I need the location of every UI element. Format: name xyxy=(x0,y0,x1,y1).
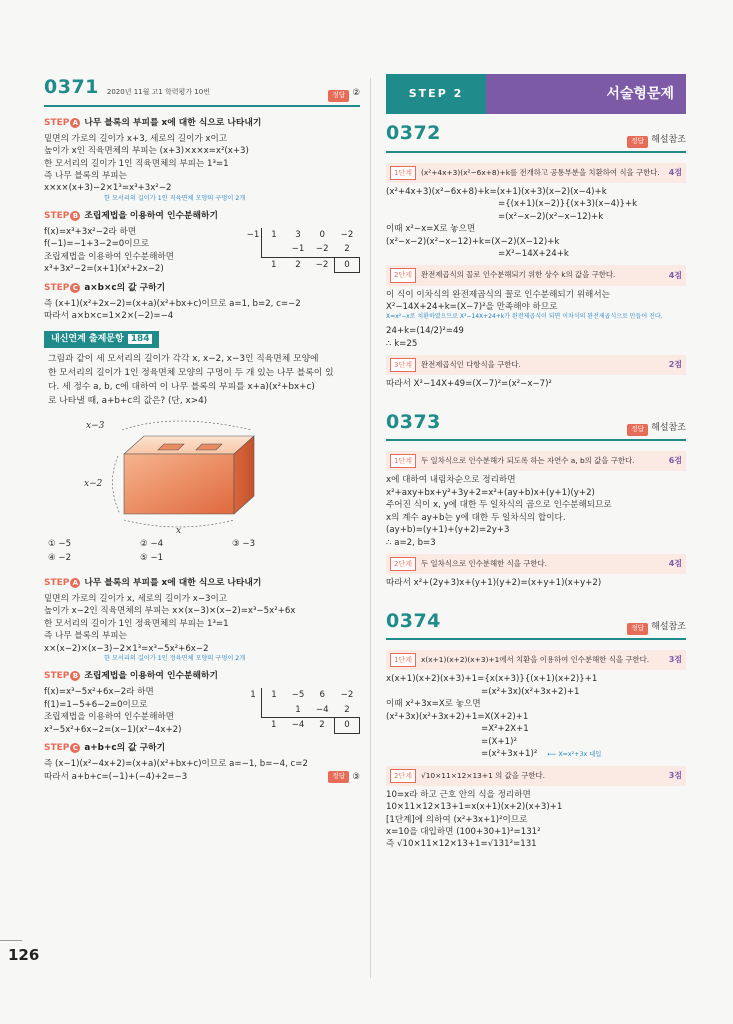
synthetic-division-table xyxy=(245,688,360,733)
block-illustration xyxy=(84,414,304,534)
step-letter: A xyxy=(70,118,80,128)
stage-3 xyxy=(386,355,686,375)
question-line: 한 모서리의 길이가 1인 정육면체 모양의 구멍이 두 개 있는 나무 블록이 있 xyxy=(48,367,334,378)
column-divider xyxy=(370,78,371,978)
text-line: 이때 x²−x=X로 놓으면 xyxy=(386,224,476,235)
text-line: =(X+1)² xyxy=(481,736,517,747)
problem-header-0372 xyxy=(386,120,686,153)
text-line: (x²+3x)(x²+3x+2)+1=X(X+2)+1 xyxy=(386,711,529,722)
syn-remainder: 0 xyxy=(335,718,360,733)
syn-cell: −4 xyxy=(310,703,335,718)
related-problem-label xyxy=(44,331,159,348)
text-line: =X²−14X+24+k xyxy=(498,248,569,259)
syn-cell: 6 xyxy=(319,690,325,701)
text-line: f(x)=x³+3x²−2라 하면 xyxy=(44,226,137,237)
wood-block-figure xyxy=(84,414,304,534)
text-line: 즉 (x−1)(x²−4x+2)=(x+a)(x²+bx+c)이므로 a=−1, b=−4, c=2 xyxy=(44,759,308,770)
stage-points: 3점 xyxy=(668,655,682,665)
text-line: 한 모서리의 길이가 1인 직육면체의 부피는 1³=1 xyxy=(44,158,229,169)
annotation-note: X=x²−x로 치환하였으므로 X²−14X+24+k가 완전제곱식이 되면 이차식의 완전제곱식으로 만들어 진다. xyxy=(386,313,663,321)
text-line: x³−5x²+6x−2=(x−1)(x²−4x+2) xyxy=(44,724,182,735)
syn-cell: 1 xyxy=(262,228,287,242)
stage-1 xyxy=(386,650,686,670)
problem-header-0374 xyxy=(386,608,686,641)
text-line: 한 모서리의 길이가 1인 정육면체의 부피는 1³=1 xyxy=(44,618,229,629)
stage-text: √10×11×12×13+1 의 값을 구한다. xyxy=(420,770,546,780)
step-title: a×b×c의 값 구하기 xyxy=(84,282,166,293)
text-line: x³+3x²−2=(x+1)(x²+2x−2) xyxy=(44,264,164,275)
answer-ref: 해설참조 xyxy=(651,423,686,434)
text-line: x(x+1)(x+2)(x+3)+1={x(x+3)}{(x+1)(x+2)}+1 xyxy=(386,674,598,685)
text-line: 즉 (x+1)(x²+2x−2)=(x+a)(x²+bx+c)이므로 a=1, b=2, c=−2 xyxy=(44,298,301,309)
step-title: 조립제법을 이용하여 인수분해하기 xyxy=(84,671,218,682)
question-line: 그림과 같이 세 모서리의 길이가 각각 x, x−2, x−3인 직육면체 모양에 xyxy=(48,353,319,364)
choice: ④ −2 xyxy=(48,553,72,564)
text-line: x²+axy+bx+y²+3y+2=x²+(ay+b)x+(y+1)(y+2) xyxy=(386,487,595,498)
step-tag: STEP xyxy=(44,117,70,128)
answer-badge: 정답 xyxy=(627,424,648,436)
question-line: 로 나타낼 때, a+b+c의 값은? (단, x>4) xyxy=(48,395,208,406)
answer-badge: 정답 xyxy=(627,623,648,635)
problem-id: 0373 xyxy=(386,410,441,433)
choice: ⑤ −1 xyxy=(140,553,164,564)
arrow-note-text: X=x²+3x 대입 xyxy=(558,751,602,759)
answer-value: ③ xyxy=(352,771,360,782)
stage-tag: 2단계 xyxy=(390,557,416,571)
text-line: =X²+2X+1 xyxy=(481,724,529,735)
syn-cell: −2 xyxy=(340,229,354,240)
stage-tag: 2단계 xyxy=(390,769,416,783)
syn-cell: 2 xyxy=(319,720,325,731)
stage-points: 6점 xyxy=(668,456,682,466)
fig-label-bottom: x xyxy=(176,525,182,534)
syn-remainder: 0 xyxy=(335,257,360,272)
stage-tag: 1단계 xyxy=(390,653,416,667)
text-line: x×(x−2)×(x−3)−2×1³=x³−5x²+6x−2 xyxy=(44,643,209,654)
text-line: 이때 x²+3x=X로 놓으면 xyxy=(386,699,481,710)
step2-header xyxy=(386,74,686,114)
syn-cell: −2 xyxy=(315,260,329,271)
annotation-note: 한 모서리의 길이가 1인 정육면체 모양의 구멍이 2개 xyxy=(104,655,246,663)
step-title: 조립제법을 이용하여 인수분해하기 xyxy=(84,210,218,221)
text-line: 조립제법을 이용하여 인수분해하면 xyxy=(44,712,174,723)
question-line: 다. 세 정수 a, b, c에 대하여 이 나무 블록의 부피를 x+a)(x²+bx+c) xyxy=(48,381,315,392)
syn-cell: 1 xyxy=(271,720,277,731)
stage-text: 완전제곱식인 다항식을 구한다. xyxy=(420,360,521,370)
syn-lead: −1 xyxy=(246,229,260,240)
dim-arc-top xyxy=(122,421,252,430)
stage-text: x(x+1)(x+2)(x+3)+1에서 치환을 이용하여 인수분해한 식을 구한다. xyxy=(420,655,650,665)
step-letter: B xyxy=(70,211,80,221)
answer-badge: 정답 xyxy=(328,771,349,783)
stage-text: 두 일차식으로 인수분해한 식을 구한다. xyxy=(420,559,547,569)
text-line: 따라서 a×b×c=1×2×(−2)=−4 xyxy=(44,311,174,322)
text-line: 즉 나무 블록의 부피는 xyxy=(44,170,127,181)
syn-cell xyxy=(262,242,287,257)
answer-ref: 해설참조 xyxy=(651,622,686,633)
text-line: f(1)=1−5+6−2=0이므로 xyxy=(44,699,148,710)
text-line: =(x²−x−2)(x²−x−12)+k xyxy=(498,211,604,222)
step-tag: STEP xyxy=(44,743,70,754)
arrow-note: ⟵ X=x²+3x 대입 xyxy=(547,751,602,759)
problem-source: 2020년 11월 고1 학력평가 10번 xyxy=(106,88,210,97)
stage-points: 3점 xyxy=(668,770,682,780)
answer-badge: 정답 xyxy=(627,136,648,148)
text-line: 밑면의 가로의 길이가 x+3, 세로의 길이가 x이고 xyxy=(44,133,228,144)
syn-cell: 1 xyxy=(271,260,277,271)
syn-cell: −2 xyxy=(340,690,354,701)
syn-cell: −4 xyxy=(291,720,305,731)
text-line: f(x)=x³−5x²+6x−2라 하면 xyxy=(44,687,154,698)
text-line: 높이가 x−2인 직육면체의 부피는 x×(x−3)×(x−2)=x³−5x²+6x xyxy=(44,606,296,617)
stage-points: 4점 xyxy=(668,559,682,569)
syn-cell: 1 xyxy=(262,688,287,702)
choice: ② −4 xyxy=(140,538,164,549)
text-line: x×x×(x+3)−2×1³=x³+3x²−2 xyxy=(44,183,172,194)
text-line: 즉 √10×11×12×13+1=√131²=131 xyxy=(386,839,537,850)
stage-1 xyxy=(386,163,686,183)
step-tag: STEP xyxy=(44,577,70,588)
stage-2 xyxy=(386,766,686,786)
text-line: (x²−x−2)(x²−x−12)+k=(X−2)(X−12)+k xyxy=(386,236,560,247)
left-column xyxy=(44,74,360,783)
related-question xyxy=(44,352,360,408)
synthetic-division-table xyxy=(245,228,360,273)
step-letter: A xyxy=(70,578,80,588)
syn-cell: 2 xyxy=(335,703,360,718)
syn-cell: 0 xyxy=(319,229,325,240)
step2-label: STEP 2 xyxy=(386,74,486,114)
step2-title: 서술형문제 xyxy=(486,74,686,114)
text-line: 따라서 x²+(2y+3)x+(y+1)(y+2)=(x+y+1)(x+y+2) xyxy=(386,578,602,589)
fig-label-top: x−3 xyxy=(86,420,105,431)
stage-points: 2점 xyxy=(668,360,682,370)
step-tag: STEP xyxy=(44,210,70,221)
step-b-header xyxy=(44,670,360,683)
text-line: 조립제법을 이용하여 인수분해하면 xyxy=(44,251,174,262)
syn-cell: −1 xyxy=(286,242,310,257)
choice: ① −5 xyxy=(48,538,72,549)
text-line: 10×11×12×13+1=x(x+1)(x+2)(x+3)+1 xyxy=(386,802,563,813)
syn-cell: 3 xyxy=(295,229,301,240)
related-label: 내신연계 출제문항 xyxy=(51,333,124,344)
step-tag: STEP xyxy=(44,671,70,682)
stage-tag: 2단계 xyxy=(390,268,416,282)
syn-cell: 1 xyxy=(286,703,310,718)
text-line: 24+k=(14/2)²=49 xyxy=(386,326,464,337)
problem-header-0371 xyxy=(44,74,360,107)
syn-cell xyxy=(262,703,287,718)
right-column xyxy=(386,74,686,851)
text-line: X²−14X+24+k=(X−7)²을 만족해야 하므로 xyxy=(386,302,558,312)
answer-badge: 정답 xyxy=(328,90,349,102)
page-number: 126 xyxy=(8,946,40,964)
step-b-body xyxy=(44,226,360,276)
block-top-face xyxy=(124,436,254,454)
text-line: 따라서 X²−14X+49=(X−7)²=(x²−x−7)² xyxy=(386,379,552,390)
text-line: 주어진 식이 x, y에 대한 두 일차식의 곱으로 인수분해되므로 xyxy=(386,500,612,511)
step-b-header xyxy=(44,210,360,223)
problem-header-0373 xyxy=(386,409,686,442)
stage-tag: 1단계 xyxy=(390,166,416,180)
choice: ③ −3 xyxy=(232,538,256,549)
block-front-face xyxy=(124,454,234,514)
stage-text: (x²+4x+3)(x²−6x+8)+k를 전개하고 공통부분을 치환하여 식을 구한다. xyxy=(420,167,660,177)
annotation-note: 한 모서리의 길이가 1인 직육면체 모양의 구멍이 2개 xyxy=(104,194,246,202)
step-letter: C xyxy=(70,743,80,753)
step-a-header xyxy=(44,577,360,590)
problem-id: 0371 xyxy=(44,76,99,98)
text-line: f(−1)=−1+3−2=0이므로 xyxy=(44,239,150,250)
text-line: ={(x+1)(x−2)}{(x+3)(x−4)}+k xyxy=(498,199,638,210)
text-line: ∴ k=25 xyxy=(386,338,418,349)
text-line: 높이가 x인 직육면체의 부피는 (x+3)×x×x=x²(x+3) xyxy=(44,146,249,157)
text-line: 따라서 a+b+c=(−1)+(−4)+2=−3 xyxy=(44,771,188,782)
syn-lead: 1 xyxy=(250,690,256,701)
stage-tag: 3단계 xyxy=(390,358,416,372)
text-line: x에 대하여 내림차순으로 정리하면 xyxy=(386,475,516,486)
related-number: 184 xyxy=(128,334,153,344)
fig-label-side: x−2 xyxy=(84,478,103,489)
stage-2 xyxy=(386,265,686,285)
stage-points: 4점 xyxy=(668,167,682,177)
step-letter: B xyxy=(70,671,80,681)
text-line: ∴ a=2, b=3 xyxy=(386,537,436,548)
stage-tag: 1단계 xyxy=(390,454,416,468)
step-c-header xyxy=(44,282,360,295)
answer-value: ② xyxy=(352,88,360,99)
syn-cell: 2 xyxy=(295,260,301,271)
stage-2 xyxy=(386,554,686,574)
text-line: [1단계]에 의하여 (x²+3x+1)²이므로 xyxy=(386,814,528,825)
problem-id: 0372 xyxy=(386,122,441,144)
text-line: 이 식이 이차식의 완전제곱식의 꼴로 인수분해되기 위해서는 xyxy=(386,289,610,300)
step-letter: C xyxy=(70,283,80,293)
page-number-rule xyxy=(0,940,22,941)
syn-cell: −5 xyxy=(291,690,305,701)
step-title: 나무 블록의 부피를 x에 대한 식으로 나타내기 xyxy=(84,117,262,128)
text-line: 밑면의 가로의 길이가 x, 세로의 길이가 x−3이고 xyxy=(44,593,228,604)
syn-cell: −2 xyxy=(310,242,335,257)
text-line: (ay+b)=(y+1)+(y+2)=2y+3 xyxy=(386,525,510,536)
step-b-body xyxy=(44,686,360,736)
stage-1 xyxy=(386,451,686,471)
stage-points: 4점 xyxy=(668,270,682,280)
stage-text: 두 일차식으로 인수분해가 되도록 하는 자연수 a, b의 값을 구한다. xyxy=(420,456,635,466)
stage-text: 완전제곱식의 꼴로 인수분해되기 위한 상수 k의 값을 구한다. xyxy=(420,270,616,280)
text-line: (x²+4x+3)(x²−6x+8)+k=(x+1)(x+3)(x−2)(x−4)+k xyxy=(386,186,607,197)
text-line: 10=x라 하고 근호 안의 식을 정리하면 xyxy=(386,789,531,800)
step-a-header xyxy=(44,117,360,130)
step-tag: STEP xyxy=(44,282,70,293)
text-line: 즉 나무 블록의 부피는 xyxy=(44,631,127,642)
syn-cell: 2 xyxy=(335,242,360,257)
text-line: x의 계수 ay+b는 y에 대한 두 일차식의 합이다. xyxy=(386,512,566,523)
text-line: =(x²+3x+1)² xyxy=(481,749,538,760)
step-title: a+b+c의 값 구하기 xyxy=(84,743,166,754)
dim-arc-side xyxy=(112,456,120,514)
step-c-header xyxy=(44,742,360,755)
text-line: =(x²+3x)(x²+3x+2)+1 xyxy=(481,686,580,697)
text-line: x=10을 대입하면 (100+30+1)²=131² xyxy=(386,827,541,837)
problem-id: 0374 xyxy=(386,609,441,632)
answer-choices xyxy=(44,538,360,565)
answer-ref: 해설참조 xyxy=(651,134,686,145)
step-title: 나무 블록의 부피를 x에 대한 식으로 나타내기 xyxy=(84,578,262,588)
